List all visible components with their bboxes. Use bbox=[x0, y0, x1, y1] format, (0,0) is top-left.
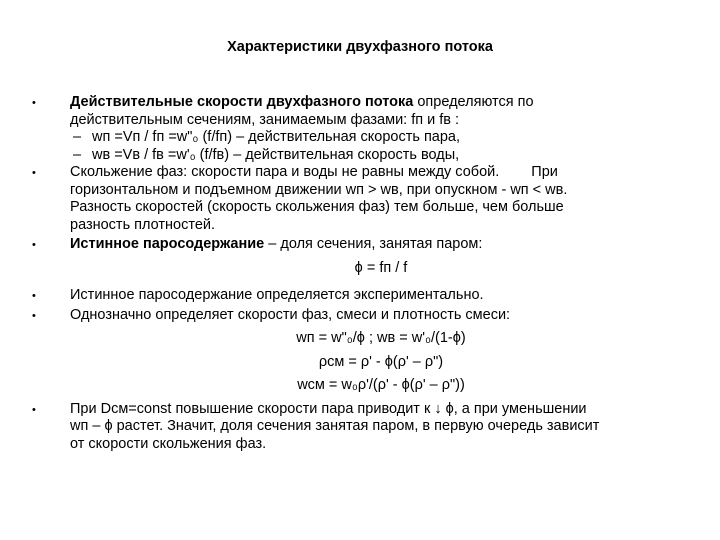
bullet-icon: • bbox=[32, 97, 36, 109]
item-text: ϕ, а при уменьшении bbox=[441, 400, 587, 417]
item-bold-term: Действительные скорости двухфазного потока bbox=[70, 94, 414, 110]
item-line: Однозначно определяет скорости фаз, смеси и плотность смеси: bbox=[70, 306, 511, 323]
formula-velocities: wп = w"₀/ϕ ; wв = w'₀/(1-ϕ) bbox=[296, 330, 466, 346]
item-line: wп – ϕ растет. Значит, доля сечения занятая паром, в первую очередь зависит bbox=[70, 418, 600, 434]
bullet-item-determines bbox=[32, 307, 692, 395]
item-line: от скорости скольжения фаз. bbox=[70, 435, 267, 452]
item-line: разность плотностей. bbox=[70, 216, 216, 233]
item-line: горизонтальном и подъемном движении wп > wв, при опускном - wп < wв. bbox=[70, 181, 568, 198]
bullet-item-experimental bbox=[32, 287, 692, 305]
bullet-item-conclusion bbox=[32, 401, 692, 454]
item-line: действительным сечениям, занимаемым фазами: fп и fв : bbox=[70, 111, 460, 128]
item-text: При bbox=[531, 164, 558, 180]
formula-phi: ϕ = fп / f bbox=[354, 259, 408, 276]
item-line bbox=[70, 164, 692, 182]
dash-icon: – bbox=[73, 129, 82, 145]
formula-mixture-density: ρсм = ρ' - ϕ(ρ' – ρ") bbox=[318, 353, 444, 370]
sub-item-water-velocity bbox=[32, 147, 692, 165]
item-text: Скольжение фаз: скорости пара и воды не равны между собой. bbox=[70, 164, 500, 180]
sub-item-text: wв =Vв / fв =w'₀ (f/fв) – действительная скорость воды, bbox=[92, 146, 460, 163]
item-text: определяются по bbox=[413, 94, 534, 110]
bullet-item-phase-slip bbox=[32, 164, 692, 234]
bullet-icon: • bbox=[32, 167, 36, 179]
sub-item-steam-velocity bbox=[32, 129, 692, 147]
bullet-icon: • bbox=[32, 290, 36, 302]
item-line: Истинное паросодержание определяется экспериментально. bbox=[70, 287, 484, 303]
slide-content bbox=[32, 94, 692, 453]
sub-item-text: wп =Vп / fп =w"₀ (f/fп) – действительная скорость пара, bbox=[92, 129, 461, 145]
item-line: Разность скоростей (скорость скольжения фаз) тем больше, чем больше bbox=[70, 199, 564, 215]
formula-mixture-velocity: wсм = w₀ρ'/(ρ' - ϕ(ρ' – ρ")) bbox=[297, 377, 465, 393]
bullet-item-true-steam-content bbox=[32, 236, 692, 277]
item-text: При Dсм=const повышение скорости пара приводит к bbox=[70, 400, 431, 417]
dash-icon: – bbox=[73, 146, 82, 163]
item-line bbox=[70, 401, 692, 419]
bullet-icon: • bbox=[32, 239, 36, 251]
item-text: – доля сечения, занятая паром: bbox=[264, 236, 483, 252]
item-line bbox=[70, 236, 692, 254]
item-bold-term: Истинное паросодержание bbox=[70, 236, 265, 252]
bullet-item-velocities bbox=[32, 94, 692, 129]
bullet-icon: • bbox=[32, 309, 36, 322]
item-line bbox=[70, 94, 692, 112]
bullet-icon: • bbox=[32, 403, 36, 416]
slide-title: Характеристики двухфазного потока bbox=[227, 39, 493, 55]
arrow-down-icon: ↓ bbox=[434, 400, 442, 417]
